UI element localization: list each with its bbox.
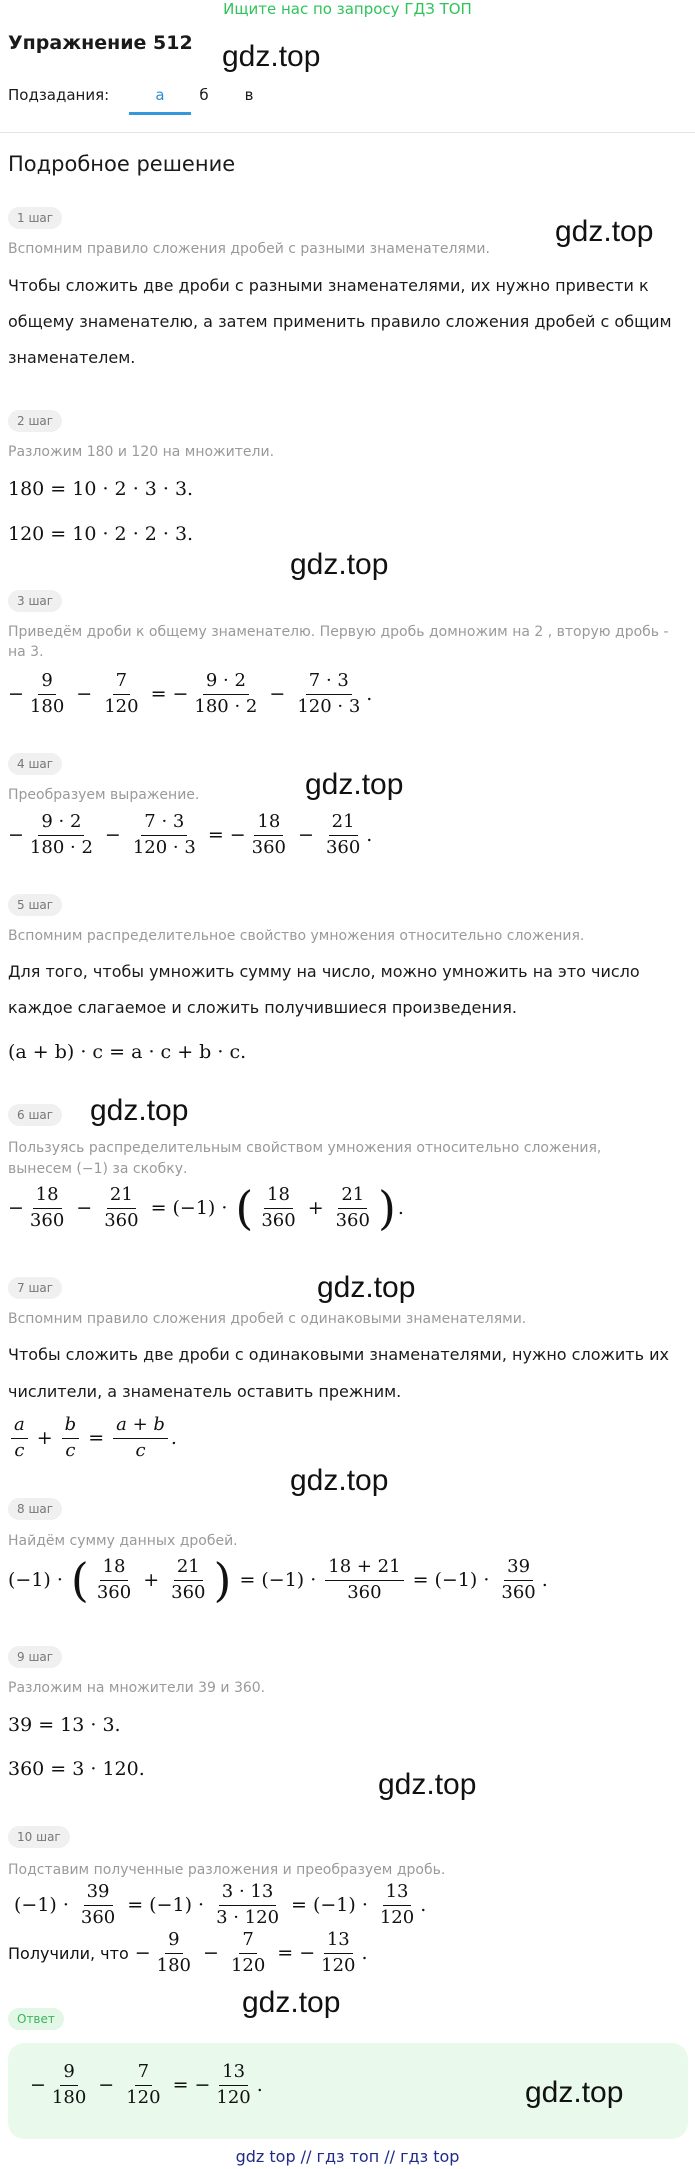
math-expression: − $\frac{18}{360}$ − $\frac{21}{360}$ = (−1) · ( $\frac{18}{360}$ + $\frac{21}{360}$ ) . xyxy=(8,1181,404,1236)
step-text: каждое слагаемое и сложить получившиеся произведения. xyxy=(8,998,517,1017)
fraction: $\frac{7}{120}$ xyxy=(104,670,139,717)
watermark: gdz.top xyxy=(305,768,404,801)
tab-a[interactable]: а xyxy=(155,86,165,104)
math-expression: − $\frac{9 \cdot 2}{180 \cdot 2}$ − $\frac{7 \cdot 3}{120 \cdot 3}$ = − $\frac{18}{360}$ − $\frac{21}{360}$ . xyxy=(8,811,373,858)
step-badge: 1 шаг xyxy=(8,207,62,229)
math-expression: $\frac{a}{c}$ + $\frac{b}{c}$ = $\frac{a + b}{c}$ . xyxy=(8,1415,177,1461)
equation: 360 = 3 · 120. xyxy=(8,1758,145,1780)
step-badge: 2 шаг xyxy=(8,410,62,432)
fraction: $\frac{9 \cdot 2}{180 \cdot 2}$ xyxy=(29,811,93,858)
math-expression: − $\frac{9}{180}$ − $\frac{7}{120}$ = − $\frac{9 \cdot 2}{180 \cdot 2}$ − $\frac{7 \cdot 3}{120 \cdot 3}$ . xyxy=(8,670,373,717)
fraction: $\frac{13}{120}$ xyxy=(379,1881,415,1928)
fraction: $\frac{21}{360}$ xyxy=(335,1184,370,1231)
equation: 120 = 10 · 2 · 2 · 3. xyxy=(8,523,194,545)
fraction: $\frac{18}{360}$ xyxy=(251,811,287,858)
fraction: $\frac{7}{120}$ xyxy=(230,1929,266,1976)
step-hint: Вспомним правило сложения дробей с одинаковыми знаменателями. xyxy=(8,1311,527,1327)
search-banner[interactable]: Ищите нас по запросу ГДЗ ТОП xyxy=(223,0,472,18)
tab-v[interactable]: в xyxy=(244,86,254,104)
fraction: $\frac{7 \cdot 3}{120 \cdot 3}$ xyxy=(297,670,361,717)
step-hint: Разложим на множители 39 и 360. xyxy=(8,1680,266,1696)
step-badge: 7 шаг xyxy=(8,1277,62,1299)
watermark: gdz.top xyxy=(317,1271,416,1304)
fraction: $\frac{3 \cdot 13}{3 \cdot 120}$ xyxy=(216,1881,280,1928)
fraction: $\frac{18 + 21}{360}$ xyxy=(325,1557,403,1603)
fraction: $\frac{9}{180}$ xyxy=(51,2061,87,2108)
watermark: gdz.top xyxy=(378,1768,477,1801)
tab-b[interactable]: б xyxy=(199,86,209,104)
step-hint: Подставим полученные разложения и преобразуем дробь. xyxy=(8,1862,446,1878)
step-badge: 8 шаг xyxy=(8,1498,62,1520)
fraction: $\frac{a}{c}$ xyxy=(11,1415,28,1461)
step-hint: Найдём сумму данных дробей. xyxy=(8,1533,238,1549)
fraction: $\frac{13}{120}$ xyxy=(216,2061,251,2108)
fraction: $\frac{7 \cdot 3}{120 \cdot 3}$ xyxy=(132,811,196,858)
fraction: $\frac{a + b}{c}$ xyxy=(113,1415,168,1461)
step-hint: Вспомним распределительное свойство умножения относительно сложения. xyxy=(8,928,585,944)
answer-badge: Ответ xyxy=(8,2008,64,2030)
step-text: Для того, чтобы умножить сумму на число, можно умножить на это число xyxy=(8,962,640,981)
fraction: $\frac{21}{360}$ xyxy=(104,1184,139,1231)
fraction: $\frac{7}{120}$ xyxy=(126,2061,161,2108)
step-hint: Пользуясь распределительным свойством умножения относительно сложения, xyxy=(8,1140,602,1156)
subtasks-label: Подзадания: xyxy=(8,86,110,104)
equation: (a + b) · c = a · c + b · c. xyxy=(8,1041,247,1063)
equation: 180 = 10 · 2 · 3 · 3. xyxy=(8,478,194,500)
step-hint: Разложим 180 и 120 на множители. xyxy=(8,444,275,460)
math-expression: Получили, что − $\frac{9}{180}$ − $\frac{7}{120}$ = − $\frac{13}{120}$ . xyxy=(8,1929,368,1976)
fraction: $\frac{9}{180}$ xyxy=(29,670,65,717)
step-text: Чтобы сложить две дроби с разными знаменателями, их нужно привести к xyxy=(8,276,649,295)
watermark: gdz.top xyxy=(555,215,654,248)
answer-expression: − $\frac{9}{180}$ − $\frac{7}{120}$ = − $\frac{13}{120}$ . xyxy=(30,2061,263,2108)
step-text: числители, а знаменатель оставить прежним. xyxy=(8,1382,402,1401)
fraction: $\frac{18}{360}$ xyxy=(261,1184,296,1231)
math-expression: (−1) · $\frac{39}{360}$ = (−1) · $\frac{3 \cdot 13}{3 \cdot 120}$ = (−1) · $\frac{13}{120}$ . xyxy=(14,1881,427,1928)
fraction: $\frac{b}{c}$ xyxy=(62,1415,80,1461)
divider xyxy=(0,132,695,133)
fraction: $\frac{18}{360}$ xyxy=(96,1556,132,1603)
fraction: $\frac{39}{360}$ xyxy=(501,1556,536,1603)
step-text: общему знаменателю, а затем применить правило сложения дробей с общим xyxy=(8,312,672,331)
step-badge: 4 шаг xyxy=(8,753,62,775)
fraction: $\frac{9}{180}$ xyxy=(156,1929,192,1976)
solution-heading: Подробное решение xyxy=(8,152,236,176)
watermark: gdz.top xyxy=(222,40,321,73)
step-hint: Вспомним правило сложения дробей с разными знаменателями. xyxy=(8,241,490,257)
step-text: знаменателем. xyxy=(8,348,136,367)
fraction: $\frac{18}{360}$ xyxy=(29,1184,65,1231)
footer-links[interactable]: gdz top // гдз топ // гдз top xyxy=(235,2147,460,2166)
watermark: gdz.top xyxy=(290,1464,389,1497)
equation: 39 = 13 · 3. xyxy=(8,1714,121,1736)
step-hint: вынесем (−1) за скобку. xyxy=(8,1161,188,1177)
step-badge: 9 шаг xyxy=(8,1646,62,1668)
step-badge: 3 шаг xyxy=(8,590,62,612)
active-tab-indicator xyxy=(129,112,191,115)
watermark: gdz.top xyxy=(90,1094,189,1127)
watermark: gdz.top xyxy=(242,1986,341,2019)
step-badge: 5 шаг xyxy=(8,894,62,916)
step-badge: 6 шаг xyxy=(8,1104,62,1126)
fraction: $\frac{13}{120}$ xyxy=(321,1929,356,1976)
watermark: gdz.top xyxy=(525,2076,624,2109)
step-hint: Преобразуем выражение. xyxy=(8,787,200,803)
math-expression: (−1) · ( $\frac{18}{360}$ + $\frac{21}{360}$ ) = (−1) · $\frac{18 + 21}{360}$ = (−1) · $\frac{39}{360}$ . xyxy=(8,1553,548,1608)
fraction: $\frac{21}{360}$ xyxy=(325,811,361,858)
watermark: gdz.top xyxy=(290,548,389,581)
step-hint: Приведём дроби к общему знаменателю. Первую дробь домножим на 2 , вторую дробь - xyxy=(8,624,669,640)
page-title: Упражнение 512 xyxy=(8,32,193,54)
fraction: $\frac{9 \cdot 2}{180 \cdot 2}$ xyxy=(194,670,258,717)
fraction: $\frac{21}{360}$ xyxy=(171,1556,206,1603)
step-hint: на 3. xyxy=(8,644,44,660)
fraction: $\frac{39}{360}$ xyxy=(80,1881,116,1928)
step-text: Чтобы сложить две дроби с одинаковыми знаменателями, нужно сложить их xyxy=(8,1345,669,1364)
result-prefix: Получили, что xyxy=(8,1943,129,1963)
step-badge: 10 шаг xyxy=(8,1826,70,1848)
